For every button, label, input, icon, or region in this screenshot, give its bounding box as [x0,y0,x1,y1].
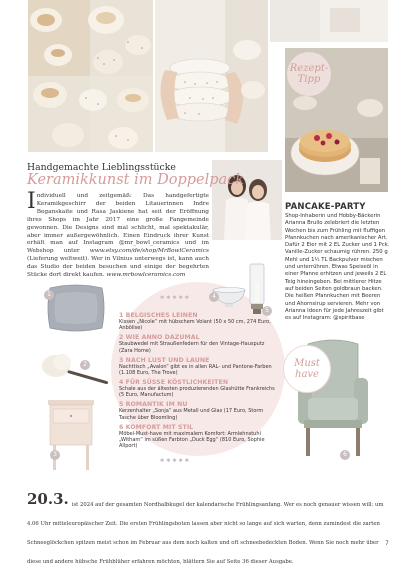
list-item-title: 2 WIE ANNO DAZUMAL [119,334,200,342]
ceramic-cups-photo [28,0,153,152]
list-item-title: 3 NACH LUST UND LAUNE [119,356,210,364]
nightstand-product-photo [46,398,96,472]
etsy-url[interactable]: www.etsy.com/de/shop/MrBowlCeramics [89,248,209,255]
product-number-badge: 3 [50,450,60,460]
spring-date: 20.3. [27,490,69,508]
must-have-badge [283,345,331,393]
feather-duster-product-photo [40,352,112,392]
stacked-bowls-photo [155,0,268,152]
list-item-title: 5 ROMANTIK IM NU [119,401,188,409]
list-item-title: 6 KOMFORT MIT STIL [119,423,194,431]
article-paragraph: ndividuell und zeitgemäß: Das handgefertigte Keramikgeschirr der beiden Litauerinnen Indre Beganskaite und Rasa Jaskiene hat seit der Eröffnung ihres Shops im Jahr 2017 eine große Fangemeinde gewonnen. Die Designs sind mal schlicht, mal spektakulär, aber immer außergewöhnlich. Einen Eindruck ihrer Kunst erhält man auf Instagram @mr_bowl_ceramics und im Webshop unter [27,193,209,255]
list-item-text: Kerzenhalter „Sonja“ aus Metall und Glas (17 Euro, Storm Tasche über Bloomling) [119,408,264,421]
list-item-title: 1 BELGISCHES LEINEN [119,312,198,319]
stars-divider-bottom: ✱✱✱✱✱ [160,458,191,464]
must-have-line2: have [295,369,319,380]
list-item-text: Nachttisch „Avalon“ gibt es in allen RAL- und Pantone-Farben (1.108 Euro, The Trove) [119,363,272,377]
bottom-note [27,491,389,567]
product-list [119,312,279,452]
product-number-badge: 6 [340,450,350,460]
product-number-badge: 4 [209,292,219,302]
recipe-tip-line2: Tipp [297,74,321,85]
list-item [119,424,279,450]
list-item-text: Staubwedel mit Straußenfedern für den Vintage-Hausputz (Zara Home) [119,341,265,354]
product-number-badge: 2 [80,360,90,370]
article-body [27,189,209,280]
list-item [119,379,279,399]
must-have-line1: Must [294,358,320,369]
recipe-tip-line1: Rezept- [289,63,329,74]
site-url[interactable]: www.mrbowlceramics.com [106,272,186,279]
recipe-tip-badge [287,52,331,96]
list-item [119,401,279,421]
list-item-text: Kissen „Nicole“ mit hübschem Volant (50 x 50 cm, 274 Euro, Anbölise) [119,319,271,332]
page-number: 7 [385,540,389,547]
list-item-text: Schale aus der ältesten produzierenden Glashütte Frankreichs (5 Euro, Manufactum) [119,385,275,399]
sidebar-text: Shop-Inhaberin und Hobby-Bäckerin Arianna Brullo zelebriert die letzten Wochen bis zum Frühling mit fluffigen Pfannkuchen nach amerikanischer Art. Dafür 2 Eier mit 2 EL Zucker und 1 Pck. Vanille-Zucker schaumig rühren. 250 g Mehl und 1½ TL Backpulver mischen und unterrühren. Etwas Speiseöl in einer Pfanne erhitzen und jeweils 2 EL Teig hineingeben. Bei mittlerer Hitze auf beiden Seiten goldbraun backen. Die heißen Pfannkuchen mit Beeren und Ahornsirup servieren. Mehr von Arianna Ideen für jede Jahreszeit gibt es auf Instagram: @spiritbase [285,213,390,322]
article-kicker: Handgemachte Lieblingsstücke [27,162,176,173]
cushion-product-photo [44,280,108,336]
stars-divider-top: ✱✱✱✱✱ [160,295,191,301]
list-item-text: Möbel-Must-have mit maximalem Komfort: Armlehnstuhl „Witham“ im süßen Farbton „Duck Egg“ (810 Euro, Sophie Allport) [119,430,265,450]
list-item [119,334,279,354]
product-number-badge: 1 [44,290,54,300]
dropcap: I [27,189,36,214]
list-item-title: 4 FÜR SÜSSE KÖSTLICHKEITEN [119,378,229,386]
list-item [119,357,279,377]
interior-strip-photo [270,0,388,42]
article-paragraph-mid: (Lieferung weltweit). Wer in Vilnius unterwegs ist, kann auch das Studio der beiden besuchen und einige der begehrten Stücke dort direkt kaufen. [27,256,209,279]
bottom-note-text: ist 2024 auf der gesamten Nordhalbkugel der kalendarische Frühlingsanfang. Wer es noch genauer wissen will: um 4.06 Uhr mitteleuropäischer Zeit. Die ersten Frühlingsboten lassen aber nicht so lange auf sich warten, denn zumindest die zarten Schneeglöckchen spitzen meist schon im Februar aus dem noch kalten und oft schneebedeckten Boden. Wenn Sie noch mehr über diese und andere hübsche Frühblüher erfahren möchten, blättern Sie auf Seite 36 dieser Ausgabe. [27,502,384,565]
sidebar-title: PANCAKE-PARTY [285,202,366,212]
founders-portrait-photo [210,158,284,242]
product-number-badge: 5 [262,306,272,316]
article-headline: Keramikkunst im Doppelpack [27,172,245,188]
